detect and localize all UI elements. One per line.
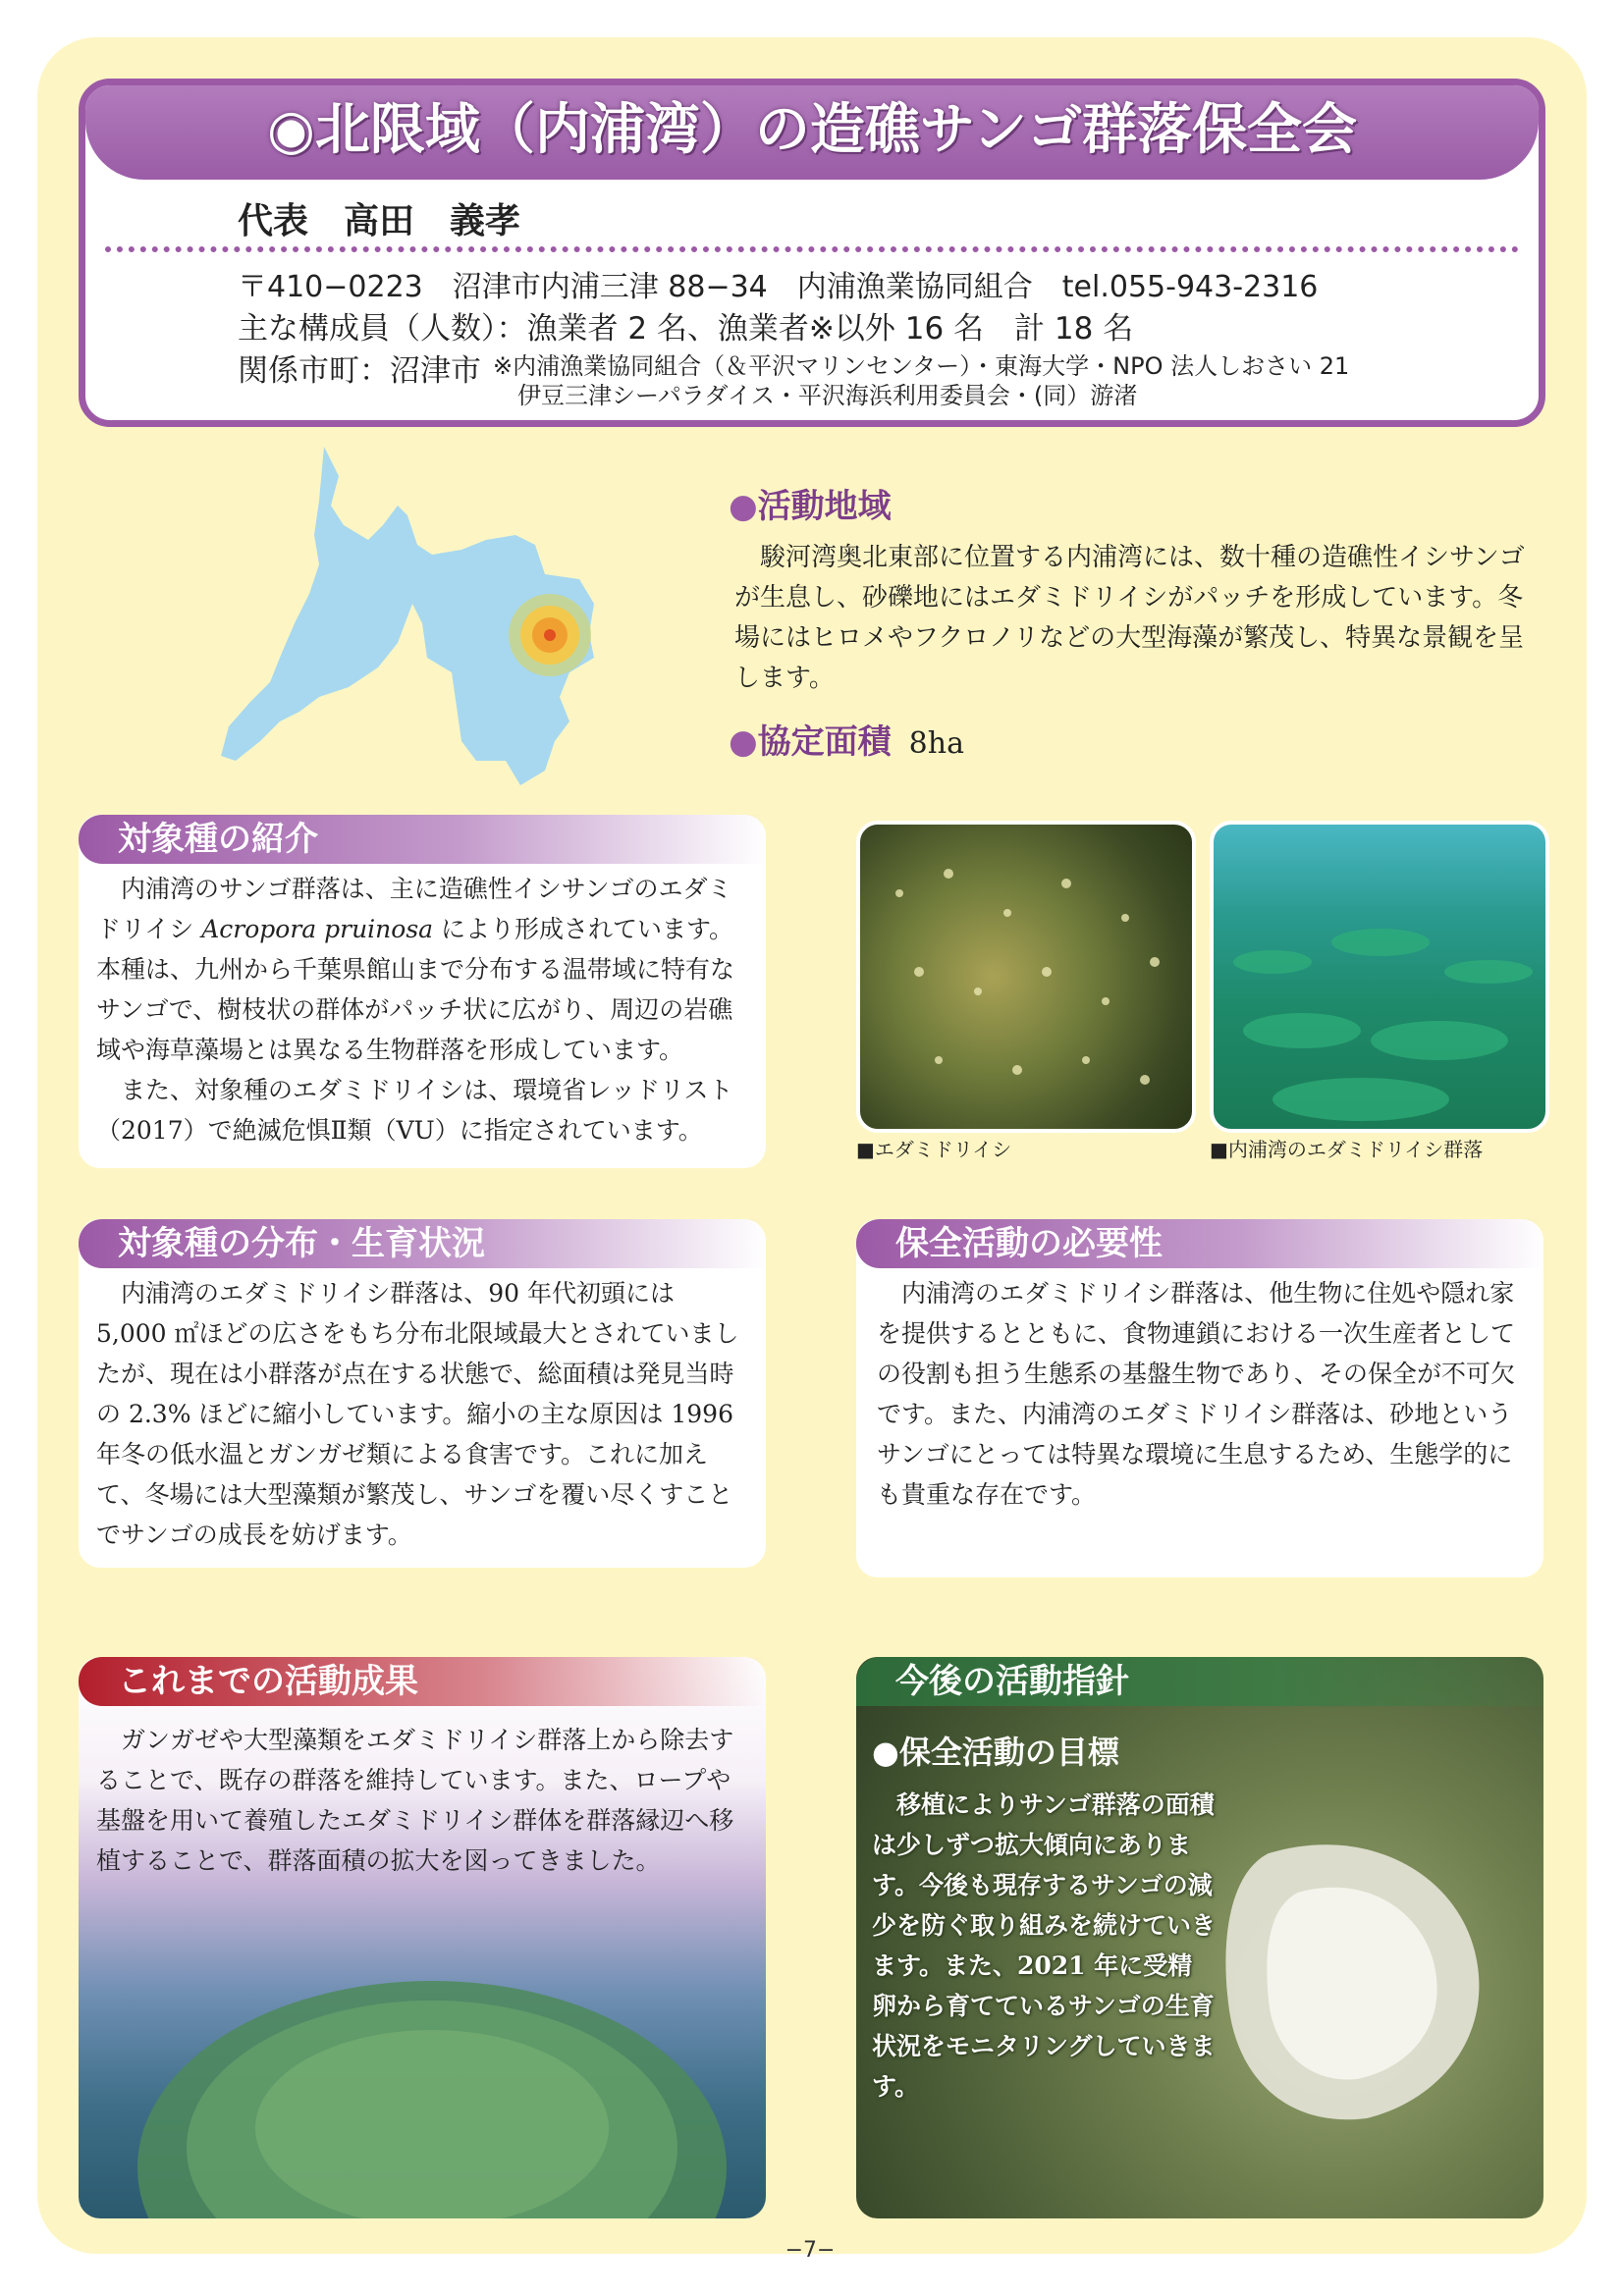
photo-edamidoriishi [856, 821, 1196, 1133]
bullet-icon: ● [729, 722, 758, 762]
colony-texture [1214, 825, 1545, 1129]
location-marker-dot [544, 629, 556, 641]
dotted-divider [105, 246, 1519, 252]
species-intro-heading: 対象種の紹介 [79, 815, 766, 864]
bullet-icon: ● [729, 487, 758, 526]
partners-line-2: 伊豆三津シーパラダイス・平沢海浜利用委員会・(同）游渚 [517, 382, 1138, 409]
address: 〒410−0223 沼津市内浦三津 88−34 内浦漁業協同組合 tel.055-943-2316 [238, 270, 1319, 304]
partners-line-1: ※内浦漁業協同組合（＆平沢マリンセンター）・東海大学・NPO 法人しおさい 21 [493, 352, 1350, 380]
goal-heading: ●保全活動の目標 [872, 1734, 1119, 1771]
results-text: ガンガゼや大型藻類をエダミドリイシ群落上から除去することで、既存の群落を維持しています。また、ロープや基盤を用いて養殖したエダミドリイシ群体を群落縁辺へ移植することで、群落面積の拡大を図ってきました。 [96, 1726, 734, 1875]
necessity-heading: 保全活動の必要性 [856, 1219, 1543, 1268]
distribution-heading: 対象種の分布・生育状況 [79, 1219, 766, 1268]
agreement-area-value: 8ha [908, 726, 964, 761]
future-heading: 今後の活動指針 [856, 1657, 1543, 1706]
header-panel [79, 79, 1545, 427]
shizuoka-map [221, 447, 643, 790]
species-intro-para-2: また、対象種のエダミドリイシは、環境省レッドリスト（2017）で絶滅危惧Ⅱ類（VU）に指定されています。 [96, 1076, 733, 1145]
coral-texture [860, 825, 1192, 1129]
species-intro-para-1: 内浦湾のサンゴ群落は、主に造礁性イシサンゴのエダミドリイシ Acropora pruinosa により形成されています。本種は、九州から千葉県館山まで分布する温帯域に特有なサンゴで、樹枝状の群体がパッチ状に広がり、周辺の岩礁域や海草藻場とは異なる生物群落を形成しています。 [96, 875, 735, 1064]
related-city: 関係市町：沼津市 [238, 353, 481, 389]
photo-caption-2: ■内浦湾のエダミドリイシ群落 [1210, 1138, 1484, 1161]
latin-name: Acropora pruinosa [201, 915, 434, 943]
photo-uchiura-colony [1210, 821, 1549, 1133]
page-title: ◉北限域（内浦湾）の造礁サンゴ群落保全会 [266, 98, 1358, 162]
results-heading: これまでの活動成果 [79, 1657, 766, 1706]
members: 主な構成員（人数）：漁業者 2 名、漁業者※以外 16 名 計 18 名 [238, 311, 1134, 347]
bullet-icon: ● [872, 1734, 899, 1771]
photo-caption-1: ■エダミドリイシ [856, 1138, 1012, 1161]
necessity-text: 内浦湾のエダミドリイシ群落は、他生物に住処や隠れ家を提供するとともに、食物連鎖における一次生産者としての役割も担う生態系の基盤生物であり、その保全が不可欠です。また、内浦湾のエダミドリイシ群落は、砂地というサンゴにとっては特異な環境に生息するため、生態学的にも貴重な存在です。 [877, 1279, 1516, 1509]
activity-area-text: 駿河湾奥北東部に位置する内浦湾には、数十種の造礁性イシサンゴが生息し、砂礫地にはエダミドリイシがパッチを形成しています。冬場にはヒロメやフクロノリなどの大型海藻が繁茂し、特異な景観を呈します。 [734, 543, 1525, 693]
distribution-text: 内浦湾のエダミドリイシ群落は、90 年代初頭には 5,000 ㎡ほどの広さをもち分布北限域最大とされていましたが、現在は小群落が点在する状態で、総面積は発見当時の 2.3% ほどに縮小しています。縮小の主な原因は 1996 年冬の低水温とガンガゼ類による食害です。これに加えて、冬場には大型藻類が繁茂し、サンゴを覆い尽くすことでサンゴの成長を妨げます。 [96, 1279, 739, 1549]
page-number: −7− [785, 2238, 836, 2263]
future-text: 移植によりサンゴ群落の面積は少しずつ拡大傾向にあります。今後も現存するサンゴの減少を防ぐ取り組みを続けていきます。また、2021 年に受精卵から育てているサンゴの生育状況をモニタリングしていきます。 [872, 1790, 1217, 2101]
representative: 代表 高田 義孝 [238, 201, 521, 241]
agreement-area-heading: ●協定面積 8ha [729, 722, 964, 762]
activity-area-heading: ●活動地域 [729, 487, 892, 526]
